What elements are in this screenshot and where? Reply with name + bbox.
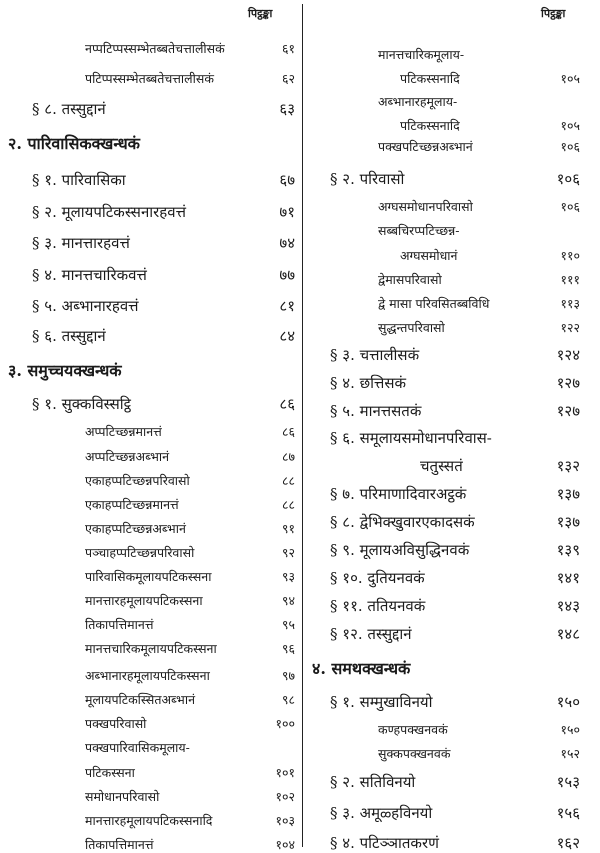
toc-entry-wrapped-line: मानत्तचारिकमूलाय- [378,47,465,62]
toc-page-number: ७७ [279,266,295,284]
toc-entry-title: अप्पटिच्छन्नअब्भानं [85,449,170,464]
toc-entry-title: कण्हपक्खनवकं [378,722,448,737]
toc-entry-title: § २. सतिविनयो [330,773,416,791]
toc-entry [330,692,580,712]
toc-page-number: १२७ [556,374,580,392]
toc-page-number: १०० [275,716,295,731]
toc-entry [32,170,295,190]
toc-entry-title: नप्पटिप्पस्सम्भेतब्बतेचत्तालीसकं [85,41,225,56]
toc-page-number: १४८ [556,625,580,643]
toc-entry [85,448,295,465]
toc-entry-title: मानत्तारहमूलायपटिकस्सनादि [85,813,213,828]
toc-page-number: १५६ [556,804,580,822]
toc-entry-title: द्वेमासपरिवासो [378,272,442,287]
toc-page-number: ७४ [279,234,295,252]
toc-entry-title: अब्भानारहमूलायपटिकस्सना [85,668,210,683]
toc-entry [330,484,580,504]
toc-entry-title: पक्खपटिच्छन्नअब्भानं [378,139,473,154]
toc-entry-title: § २. मूलायपटिकस्सनारहवत्तं [32,203,186,221]
toc-page-number: १५२ [560,746,580,761]
toc-entry-title: § १२. तस्सुद्दानं [330,625,412,643]
toc-page-number: ९५ [281,617,295,632]
toc-entry [400,117,580,134]
toc-page-number: ८१ [279,297,295,315]
toc-entry-title: पञ्चाहप्पटिच्छन्नपरिवासो [85,545,195,560]
toc-page-number: ६३ [279,100,295,118]
toc-page-number: ८६ [281,424,295,439]
toc-entry-title: ३. समुच्चयक्खन्धकं [8,361,122,380]
toc-page-number: १५० [556,693,580,711]
toc-page-number: ९६ [281,641,295,656]
toc-entry [85,691,295,708]
toc-entry-title: § ४. मानत्तचारिकवत्तं [32,266,147,284]
toc-page-number: ११३ [560,296,580,311]
toc-entry-title: मूलायपटिकस्सितअब्भानं [85,692,196,707]
toc-entry [85,667,295,684]
toc-page-number: १५० [560,722,580,737]
toc-entry [420,456,580,476]
toc-page-number: १३२ [556,457,580,475]
toc-page-number: ९४ [281,593,295,608]
toc-entry-title: द्वे मासा परिवसितब्बविधि [378,296,490,311]
toc-page-number: १०६ [560,199,580,214]
toc-entry [400,70,580,87]
toc-entry [85,715,295,732]
toc-entry [330,512,580,532]
toc-entry [330,540,580,560]
toc-entry [330,772,580,792]
toc-entry-title: § ३. अमूळ्हविनयो [330,804,433,822]
toc-entry-title: § ४. छत्तिसकं [330,374,407,392]
toc-entry-title: एकाहप्पटिच्छन्नमानत्तं [85,497,179,512]
toc-page-number: ६७ [279,171,295,189]
toc-page-number: ७१ [279,203,295,221]
toc-page-number: १२७ [556,402,580,420]
column-divider [302,4,303,847]
toc-entry-wrapped-line: अब्भानारहमूलाय- [378,94,458,109]
toc-entry-title: समोधानपरिवासो [85,789,160,804]
toc-page-number: १४३ [556,597,580,615]
toc-entry [378,198,580,215]
toc-page-number: १०५ [560,71,580,86]
toc-page-number: ११० [560,248,580,263]
toc-page-number: ८७ [281,449,295,464]
toc-entry [85,812,295,829]
toc-entry-title: सुक्कपक्खनवकं [378,746,451,761]
toc-entry [85,592,295,609]
toc-entry [85,836,295,853]
toc-entry [378,271,580,288]
toc-entry-title: एकाहप्पटिच्छन्नपरिवासो [85,473,190,488]
toc-entry-title: § १. सम्मुखाविनयो [330,693,433,711]
toc-page-number: १०५ [560,118,580,133]
toc-entry [85,764,295,781]
toc-entry-title: पक्खपरिवासो [85,716,147,731]
toc-entry-title: पटिकस्सना [85,765,135,780]
toc-page-number: १३७ [556,485,580,503]
toc-entry-title: § ८. तस्सुद्दानं [32,100,106,118]
toc-entry [330,803,580,823]
toc-entry [85,568,295,585]
toc-entry-wrapped-line: सब्बचिरप्पटिच्छन्न- [378,223,460,238]
section-heading [8,359,288,381]
toc-entry-title: पटिकस्सनादि [400,71,460,86]
toc-entry [32,99,295,119]
toc-page-number: ६१ [281,41,295,56]
toc-entry-title: अग्घसमोधानपरिवासो [378,199,473,214]
page-header-left: पिट्ठङ्का [248,7,273,20]
toc-page-number: १५३ [556,773,580,791]
toc-page-number: १३९ [556,541,580,559]
toc-entry-title: पटिप्पस्सम्भेतब्बतेचत्तालीसकं [85,71,214,86]
toc-entry [85,520,295,537]
toc-page-number: ९२ [281,545,295,560]
toc-page-number: १४१ [556,569,580,587]
toc-entry-title: मानत्तारहमूलायपटिकस्सना [85,593,203,608]
toc-entry-title: § २. परिवासो [330,170,405,188]
toc-entry-title: पारिवासिकमूलायपटिकस्सना [85,569,212,584]
toc-entry-title: § ५. मानत्तसतकं [330,402,422,420]
toc-page-number: ८६ [279,395,295,413]
toc-page-number: १३७ [556,513,580,531]
toc-entry-title: तिकापत्तिमानत्तं [85,837,154,852]
toc-entry-title: § ९. मूलायअविसुद्धिनवकं [330,541,470,559]
toc-entry [378,319,580,336]
toc-entry-title: § ८. द्वेभिक्खुवारएकादसकं [330,513,475,531]
toc-page-number: १०१ [275,765,295,780]
toc-page-number: ८४ [279,327,295,345]
toc-entry [330,624,580,644]
toc-page-number: ८८ [281,497,295,512]
toc-entry-wrapped-line: पक्खपारिवासिकमूलाय- [85,740,190,755]
toc-entry [85,616,295,633]
toc-page-number: ९१ [281,521,295,536]
toc-page-number: १०३ [275,813,295,828]
toc-entry [85,640,295,657]
section-heading [8,132,288,154]
toc-entry [85,472,295,489]
toc-page-number: ९३ [281,569,295,584]
toc-page-number: ९७ [281,668,295,683]
toc-entry [378,745,580,762]
toc-entry-title: २. पारिवासिकक्खन्धकं [8,134,140,153]
toc-entry-title: पटिकस्सनादि [400,118,460,133]
toc-entry [85,40,295,57]
toc-entry [400,247,580,264]
toc-entry [330,833,580,853]
toc-entry-title: तिकापत्तिमानत्तं [85,617,154,632]
toc-entry [378,138,580,155]
toc-entry-title: § ७. परिमाणादिवारअट्ठकं [330,485,467,503]
section-heading [312,657,592,679]
toc-page-number: १०४ [275,837,295,852]
toc-entry [32,394,295,414]
toc-entry-title: चतुस्सतं [420,457,463,475]
toc-page-number: ८८ [281,473,295,488]
toc-page-number: ६२ [281,71,295,86]
toc-entry [32,233,295,253]
toc-page-number: १६२ [556,834,580,852]
toc-page-number: १०२ [275,789,295,804]
toc-entry [32,326,295,346]
toc-entry-title: § ११. ततियनवकं [330,597,426,615]
toc-entry-title: § ६. तस्सुद्दानं [32,327,106,345]
toc-entry [32,265,295,285]
toc-entry [330,345,580,365]
toc-page-number: ९८ [281,692,295,707]
toc-entry [85,788,295,805]
toc-entry [85,544,295,561]
toc-entry-title: ४. समथक्खन्धकं [312,659,411,678]
toc-entry-title: § १. सुक्कविस्सट्ठि [32,395,132,413]
toc-page-number: १२२ [560,320,580,335]
toc-entry [32,296,295,316]
toc-entry [330,373,580,393]
toc-entry [85,423,295,440]
toc-entry-wrapped-line: § ६. समूलायसमोधानपरिवास- [330,429,492,447]
toc-entry-title: एकाहप्पटिच्छन्नअब्भानं [85,521,186,536]
toc-entry-title: § ५. अब्भानारहवत्तं [32,297,139,315]
page-header-right: पिट्ठङ्का [541,7,566,20]
toc-entry [378,295,580,312]
toc-entry-title: अप्पटिच्छन्नमानत्तं [85,424,162,439]
toc-entry-title: § ३. मानत्तारहवत्तं [32,234,130,252]
toc-entry [32,202,295,222]
toc-entry [85,496,295,513]
toc-entry-title: § ३. चत्तालीसकं [330,346,420,364]
toc-entry [330,169,580,189]
toc-page-number: १११ [560,272,580,287]
toc-entry [330,401,580,421]
toc-entry-title: मानत्तचारिकमूलायपटिकस्सना [85,641,217,656]
toc-entry [85,70,295,87]
toc-page-number: १०६ [560,139,580,154]
toc-page-number: १२४ [556,346,580,364]
toc-entry-title: § १०. दुतियनवकं [330,569,425,587]
toc-entry [330,596,580,616]
toc-entry-title: सुद्धन्तपरिवासो [378,320,445,335]
toc-entry-title: § १. पारिवासिका [32,171,126,189]
toc-entry-title: अग्घसमोधानं [400,248,458,263]
toc-page-number: १०६ [556,170,580,188]
toc-entry [330,568,580,588]
toc-entry-title: § ४. पटिञ्ञातकरणं [330,834,439,852]
toc-entry [378,721,580,738]
